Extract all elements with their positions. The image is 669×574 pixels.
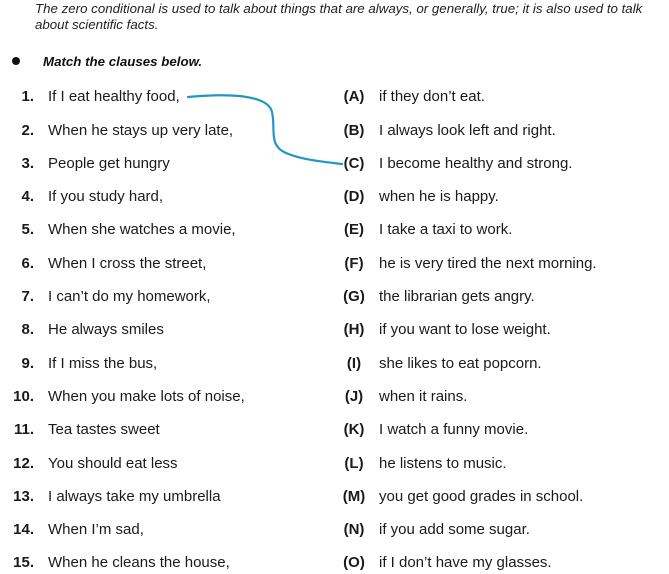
match-row bbox=[0, 521, 669, 541]
left-clause: People get hungry bbox=[48, 155, 170, 172]
right-clause: I become healthy and strong. bbox=[379, 155, 573, 172]
row-number: 11. bbox=[13, 421, 34, 438]
option-letter: (O) bbox=[343, 554, 365, 571]
match-row bbox=[0, 88, 669, 108]
option-letter: (N) bbox=[343, 521, 365, 538]
row-number: 9. bbox=[21, 355, 34, 372]
option-letter: (A) bbox=[343, 88, 365, 105]
left-clause: When he stays up very late, bbox=[48, 122, 234, 139]
right-clause: if you want to lose weight. bbox=[379, 321, 551, 338]
row-number: 10. bbox=[13, 388, 34, 405]
right-clause: when it rains. bbox=[379, 388, 468, 405]
row-number: 15. bbox=[13, 554, 34, 571]
right-clause: he listens to music. bbox=[379, 455, 507, 472]
option-letter: (D) bbox=[343, 188, 365, 205]
left-clause: I can’t do my homework, bbox=[48, 288, 211, 305]
left-clause: When he cleans the house, bbox=[48, 554, 230, 571]
row-number: 3. bbox=[21, 155, 34, 172]
left-clause: Tea tastes sweet bbox=[48, 421, 160, 438]
left-clause: You should eat less bbox=[48, 455, 178, 472]
match-row bbox=[0, 255, 669, 275]
left-clause: If I miss the bus, bbox=[48, 355, 158, 372]
option-letter: (F) bbox=[344, 255, 364, 272]
right-clause: I watch a funny movie. bbox=[379, 421, 529, 438]
option-letter: (I) bbox=[346, 355, 362, 372]
intro-text: The zero conditional is used to talk about things that are always, or generally, true; it is also used to talk about scientific facts. bbox=[35, 1, 643, 32]
match-row bbox=[0, 355, 669, 375]
row-number: 13. bbox=[13, 488, 34, 505]
left-clause: If you study hard, bbox=[48, 188, 164, 205]
match-row bbox=[0, 421, 669, 441]
match-row bbox=[0, 455, 669, 475]
match-row bbox=[0, 554, 669, 574]
right-clause: if they don’t eat. bbox=[379, 88, 485, 105]
right-clause: the librarian gets angry. bbox=[379, 288, 535, 305]
row-number: 5. bbox=[21, 221, 34, 238]
right-clause: you get good grades in school. bbox=[379, 488, 584, 505]
left-clause: When I cross the street, bbox=[48, 255, 207, 272]
left-clause: He always smiles bbox=[48, 321, 164, 338]
row-number: 2. bbox=[21, 122, 34, 139]
match-row bbox=[0, 188, 669, 208]
match-row bbox=[0, 321, 669, 341]
row-number: 4. bbox=[21, 188, 34, 205]
bullet-icon bbox=[12, 57, 20, 65]
option-letter: (B) bbox=[343, 122, 365, 139]
row-number: 1. bbox=[21, 88, 34, 105]
row-number: 6. bbox=[21, 255, 34, 272]
left-clause: I always take my umbrella bbox=[48, 488, 221, 505]
option-letter: (K) bbox=[343, 421, 365, 438]
right-clause: if I don’t have my glasses. bbox=[379, 554, 552, 571]
left-clause: When she watches a movie, bbox=[48, 221, 236, 238]
match-row bbox=[0, 221, 669, 241]
right-clause: I always look left and right. bbox=[379, 122, 556, 139]
row-number: 14. bbox=[13, 521, 34, 538]
option-letter: (J) bbox=[344, 388, 364, 405]
right-clause: he is very tired the next morning. bbox=[379, 255, 597, 272]
left-clause: If I eat healthy food, bbox=[48, 88, 180, 105]
match-row bbox=[0, 122, 669, 142]
left-clause: When I’m sad, bbox=[48, 521, 144, 538]
option-letter: (E) bbox=[344, 221, 364, 238]
right-clause: she likes to eat popcorn. bbox=[379, 355, 542, 372]
option-letter: (M) bbox=[342, 488, 366, 505]
right-clause: when he is happy. bbox=[379, 188, 499, 205]
match-row bbox=[0, 155, 669, 175]
right-clause: if you add some sugar. bbox=[379, 521, 530, 538]
row-number: 12. bbox=[13, 455, 34, 472]
instruction-heading: Match the clauses below. bbox=[43, 54, 203, 69]
row-number: 7. bbox=[21, 288, 34, 305]
option-letter: (C) bbox=[343, 155, 365, 172]
left-clause: When you make lots of noise, bbox=[48, 388, 245, 405]
match-row bbox=[0, 288, 669, 308]
right-clause: I take a taxi to work. bbox=[379, 221, 513, 238]
match-row bbox=[0, 488, 669, 508]
option-letter: (H) bbox=[343, 321, 365, 338]
match-row bbox=[0, 388, 669, 408]
row-number: 8. bbox=[21, 321, 34, 338]
option-letter: (G) bbox=[343, 288, 365, 305]
option-letter: (L) bbox=[344, 455, 364, 472]
